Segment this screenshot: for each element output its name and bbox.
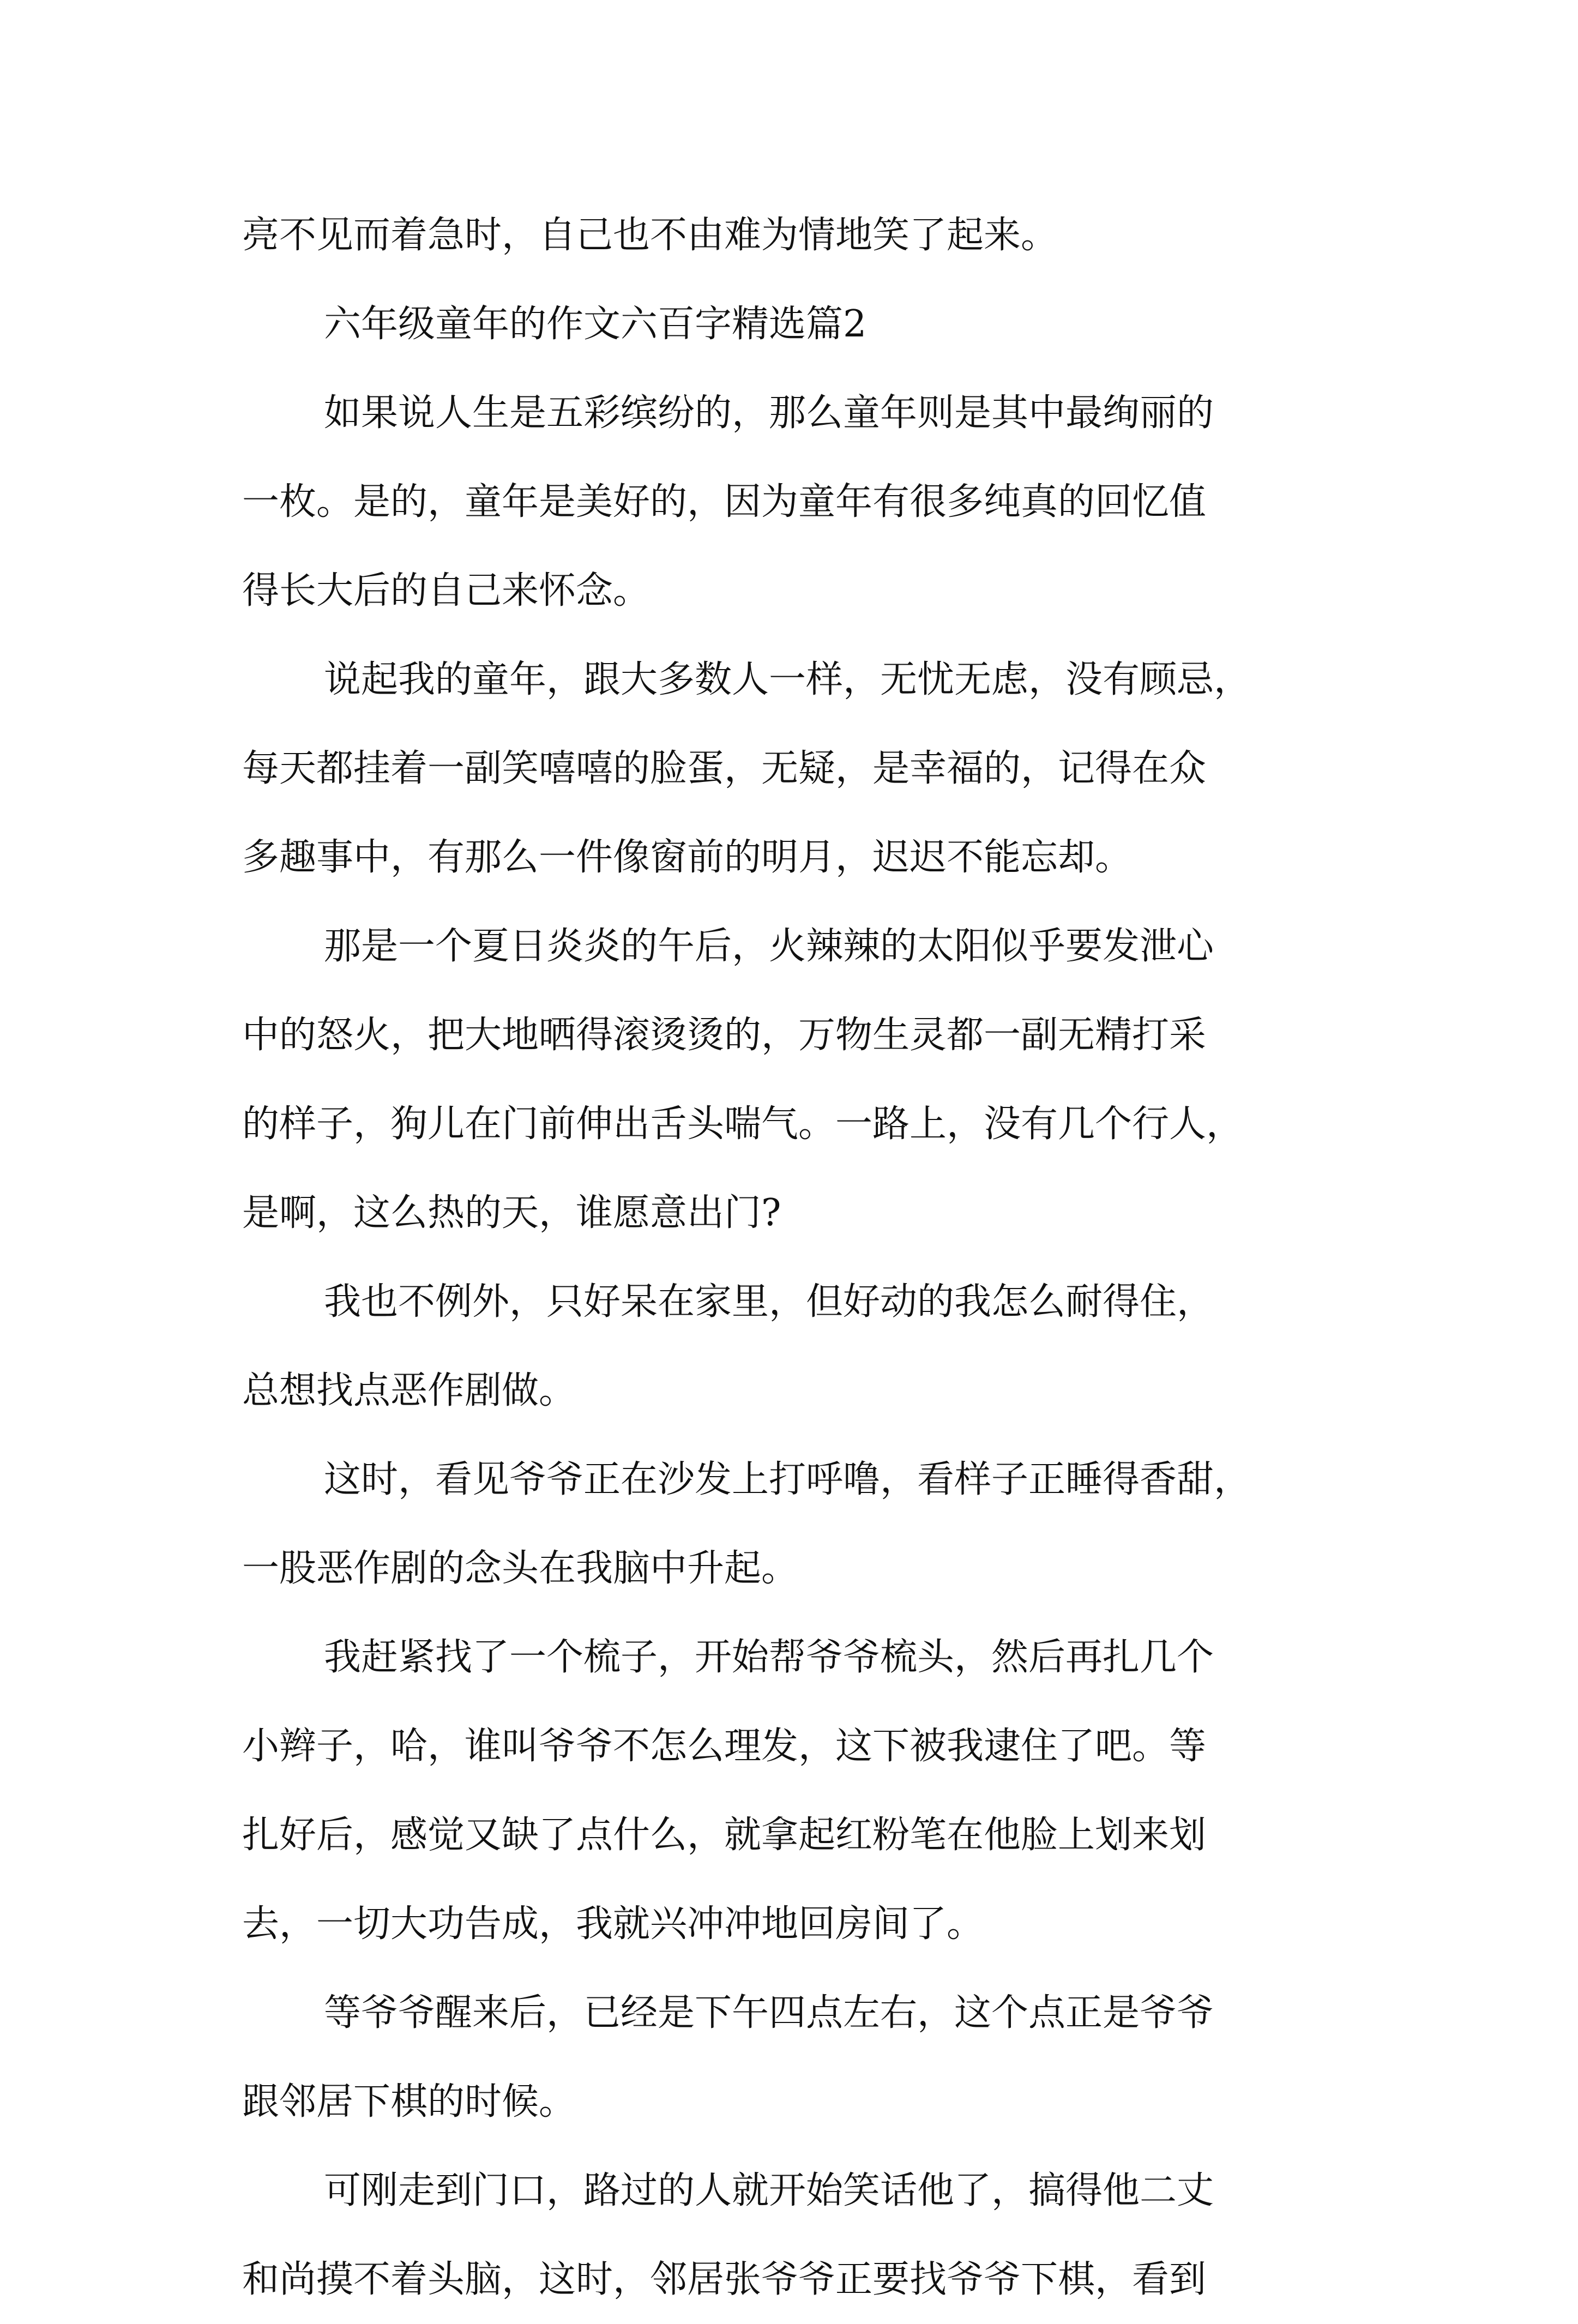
paragraph-line: 一股恶作剧的念头在我脑中升起。 [242,1547,799,1590]
paragraph-line: 中的怒火，把大地晒得滚烫烫的，万物生灵都一副无精打采 [242,1014,1207,1057]
paragraph-line: 每天都挂着一副笑嘻嘻的脸蛋，无疑，是幸福的，记得在众 [242,747,1207,790]
paragraph-line: 我赶紧找了一个梳子，开始帮爷爷梳头，然后再扎几个 [324,1636,1214,1679]
section-heading: 六年级童年的作文六百字精选篇2 [324,303,867,346]
paragraph-line: 说起我的童年，跟大多数人一样，无忧无虑，没有顾忌， [324,658,1251,701]
paragraph-line: 小辫子，哈，谁叫爷爷不怎么理发，这下被我逮住了吧。等 [242,1725,1207,1768]
paragraph-line: 去，一切大功告成，我就兴冲冲地回房间了。 [242,1902,984,1946]
paragraph-line: 总想找点恶作剧做。 [242,1369,576,1412]
paragraph-line: 那是一个夏日炎炎的午后，火辣辣的太阳似乎要发泄心 [324,925,1214,968]
paragraph-line: 可刚走到门口，路过的人就开始笑话他了，搞得他二丈 [324,2169,1214,2212]
paragraph-line: 多趣事中，有那么一件像窗前的明月，迟迟不能忘却。 [242,836,1133,879]
paragraph-line: 这时，看见爷爷正在沙发上打呼噜，看样子正睡得香甜， [324,1458,1251,1501]
paragraph-line: 如果说人生是五彩缤纷的，那么童年则是其中最绚丽的 [324,392,1214,435]
paragraph-line: 亮不见而着急时，自己也不由难为情地笑了起来。 [242,214,1058,257]
paragraph-line: 等爷爷醒来后，已经是下午四点左右，这个点正是爷爷 [324,1991,1214,2034]
paragraph-line: 和尚摸不着头脑，这时，邻居张爷爷正要找爷爷下棋，看到 [242,2258,1207,2301]
paragraph-line: 扎好后，感觉又缺了点什么，就拿起红粉笔在他脸上划来划 [242,1814,1207,1857]
paragraph-line: 跟邻居下棋的时候。 [242,2080,576,2123]
paragraph-line: 我也不例外，只好呆在家里，但好动的我怎么耐得住， [324,1280,1214,1323]
essay-body [242,191,1354,2324]
paragraph-line: 的样子，狗儿在门前伸出舌头喘气。一路上，没有几个行人， [242,1103,1244,1146]
paragraph-line: 得长大后的自己来怀念。 [242,569,651,612]
paragraph-line: 一枚。是的，童年是美好的，因为童年有很多纯真的回忆值 [242,480,1207,523]
paragraph-line: 是啊，这么热的天，谁愿意出门? [242,1191,781,1235]
